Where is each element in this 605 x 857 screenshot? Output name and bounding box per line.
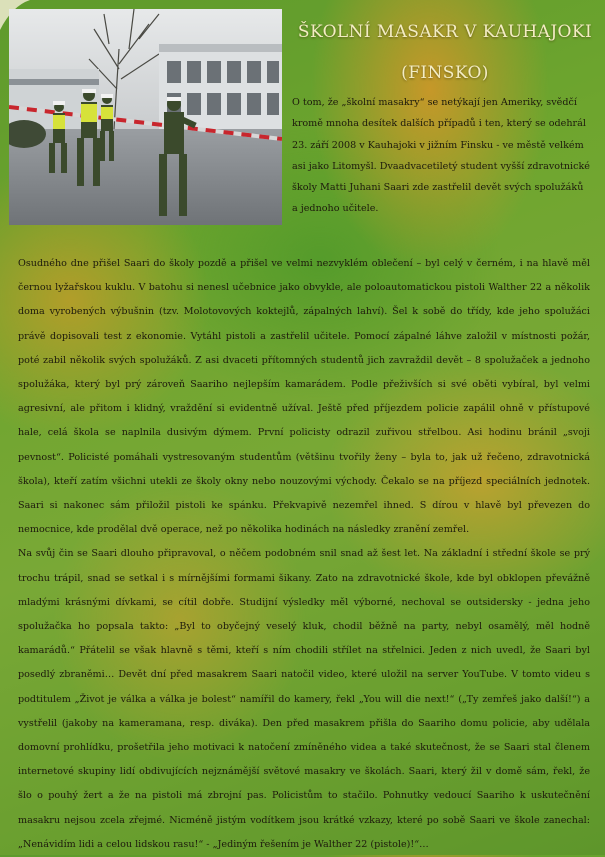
- body-paragraph-2: Na svůj čin se Saari dlouho připravoval, o něčem podobném snil snad až šest let. Na základní i střední škole se prý trochu trápil, snad se setkal i s mírnějšími formami šikany. Zato na zdravotnické škole, kde byl obklopen převážně mladými krásnými dívkami, se cítil dobře. Studijní výsledky měl výborné, nechoval se outsidersky - jedna jeho spolužačka ho popsala takto: „Byl to obyčejný veselý kluk, chodil běžně na party, nebyl osamělý, měl hodně kamarádů.“ Přátelil se však hlavně s těmi, kteří s ním chodili střílet na střelnici. Jeden z nich uvedl, že Saari byl posedlý zbraněmi… Devět dní před masakrem Saari natočil video, které uložil na server YouTube. V tomto videu s podtitulem „Život je válka a válka je bolest“ namířil do kamery, řekl „You will die next!“ („Ty zemřeš jako další!“) a vystřelil (jakoby na kameramana, resp. diváka). Den před masakrem přišla do Saariho domu policie, aby udělala domovní prohlídku, prošetřila jeho motivaci k natočení zmíněného videa a také skutečnost, že se Saari stal členem internetové skupiny lidí obdivujících nejznámější světové masakry ve školách. Saari, který žil v domě sám, řekl, že šlo o pouhý žert a že na pistoli má zbrojní pas. Policistům to stačilo. Pohnutky vedoucí Saariho k uskutečnění masakru nejsou zcela zřejmé. Nicméně jistým vodítkem jsou krátké vzkazy, které po sobě Saari ve škole zanechal: „Nenávidím lidi a celou lidskou rasu!“ - „Jediným řešením je Walther 22 (pistole)!“…: [18, 548, 590, 850]
- title-line-1: ŠKOLNÍ MASAKR V KAUHAJOKI: [297, 22, 593, 42]
- police-scene-illustration: [9, 9, 282, 225]
- title-line-2: (FINSKO): [401, 63, 489, 83]
- article-body: [18, 252, 590, 857]
- article-photo: [9, 9, 282, 225]
- body-paragraph-1: Osudného dne přišel Saari do školy pozdě a přišel ve velmi nezvyklém oblečení – byl celý v černém, i na hlavě měl černou lyžařskou kuklu. V batohu si nenesl učebnice jako obvykle, ale poloautomatickou pistoli Walther 22 a několik doma vyrobených výbušnin (tzv. Molotovových koktejlů, zápalných lahví). Šel k sobě do třídy, kde jeho spolužáci právě dopisovali test z ekonomie. Vytáhl pistoli a zastřelil učitele. Pomocí zápalné láhve založil v místnosti požár, poté zabil několik svých spolužáků. Z asi dvaceti přítomných studentů jich zavraždil devět – 8 spolužaček a jednoho spolužáka, který byl prý zároveň Saariho nejlepším kamarádem. Podle přeživších si své oběti vybíral, byl velmi agresivní, ale přitom i klidný, vraždění si evidentně užíval. Ještě před příjezdem policie zapálil ohně v přístupové hale, celá škola se naplnila dusivým dýmem. První policisty odrazil zuřivou střelbou. Asi hodinu bránil „svoji pevnost“. Policisté pomáhali vystresovaným studentům (většinu tvořily ženy – byla to, jak už řečeno, zdravotnická škola), kteří zatím všichni utekli ze školy okny nebo nouzovými východy. Čekalo se na příjezd speciálních jednotek. Saari si nakonec sám přiložil pistoli ke spánku. Překvapivě nezemřel ihned. S dírou v hlavě byl převezen do nemocnice, kde prodělal dvě operace, než po několika hodinách na následky zranění zemřel.: [18, 258, 590, 536]
- article-title: [290, 22, 600, 83]
- intro-paragraph: O tom, že „školní masakry“ se netýkají jen Ameriky, svědčí kromě mnoha desítek dalších případů i ten, který se odehrál 23. září 2008 v Kauhajoki v jižním Finsku - ve městě velkém asi jako Litomyšl. Dvaadvacetiletý student vyšší zdravotnické školy Matti Juhani Saari zde zastřelil devět svých spolužáků a jednoho učitele.: [292, 97, 590, 215]
